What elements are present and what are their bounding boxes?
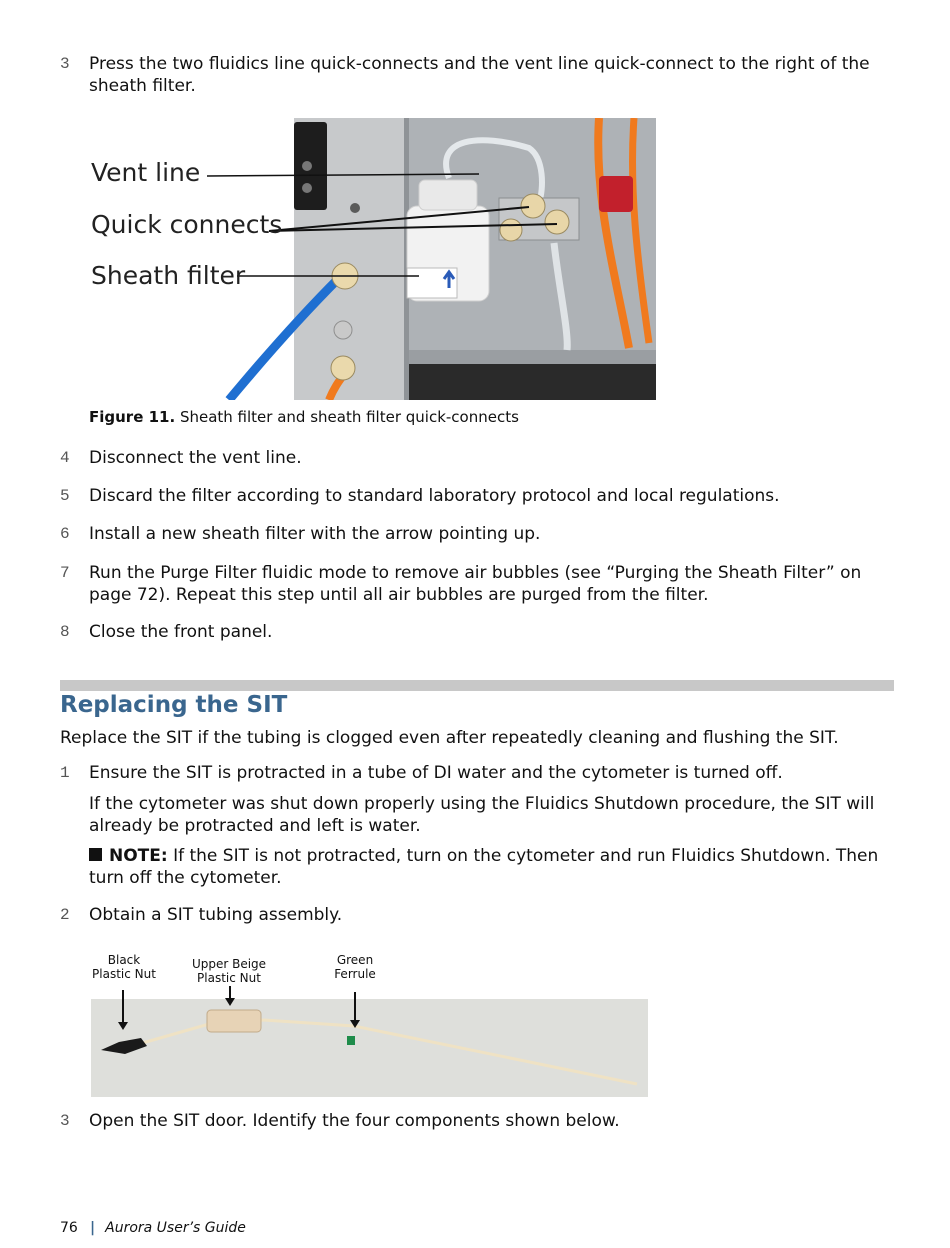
step-4-disconnect-vent bbox=[60, 447, 880, 469]
figure-11-caption bbox=[89, 407, 519, 427]
black-plastic-nut-label: Black Plastic Nut bbox=[92, 953, 156, 981]
figure-caption-text: Sheath filter and sheath filter quick-connects bbox=[179, 408, 519, 426]
step-text: Disconnect the vent line. bbox=[89, 448, 302, 468]
step-number: 2 bbox=[60, 906, 70, 924]
step-text: Install a new sheath filter with the arrow pointing up. bbox=[89, 524, 541, 544]
sit-tubing-assembly-figure bbox=[89, 950, 649, 1098]
figure-caption-label: Figure 11. bbox=[89, 408, 176, 426]
step-3-open-sit-door bbox=[60, 1110, 880, 1132]
step-1-protract-sit bbox=[60, 762, 880, 784]
step-text: Run the Purge Filter fluidic mode to remove air bubbles (see “Purging the Sheath Filter” on page 72). Repeat this step until all air bubbles are purged from the filter. bbox=[89, 563, 862, 605]
step-number: 7 bbox=[60, 564, 70, 582]
step-3-quick-connects bbox=[60, 53, 880, 97]
note-text: If the SIT is not protracted, turn on the cytometer and run Fluidics Shutdown. Then turn off the cytometer. bbox=[89, 846, 879, 888]
note-label: NOTE: bbox=[109, 846, 168, 866]
page-footer bbox=[60, 1218, 246, 1238]
step-text: Close the front panel. bbox=[89, 622, 273, 642]
step-number: 6 bbox=[60, 525, 70, 543]
upper-beige-plastic-nut-label: Upper Beige Plastic Nut bbox=[191, 957, 267, 985]
note-bullet-icon bbox=[89, 848, 102, 861]
step-7-purge-filter bbox=[60, 562, 880, 606]
sheath-filter-label: Sheath filter bbox=[91, 261, 246, 290]
sheath-filter-photo-illustration bbox=[89, 118, 656, 400]
step-text: Discard the filter according to standard laboratory protocol and local regulations. bbox=[89, 486, 780, 506]
quick-connects-label: Quick connects bbox=[91, 210, 283, 239]
step-text: Open the SIT door. Identify the four components shown below. bbox=[89, 1111, 620, 1131]
step-number: 3 bbox=[60, 1112, 70, 1130]
page-number: 76 bbox=[60, 1220, 78, 1236]
section-intro: Replace the SIT if the tubing is clogged even after repeatedly cleaning and flushing the SIT. bbox=[60, 728, 839, 748]
step-5-discard-filter bbox=[60, 485, 880, 507]
vent-line-label: Vent line bbox=[91, 158, 201, 187]
section-title: Replacing the SIT bbox=[60, 692, 288, 718]
step-2-obtain-assembly bbox=[60, 904, 880, 926]
step-6-install-filter bbox=[60, 523, 880, 545]
step-number: 3 bbox=[60, 55, 70, 73]
note bbox=[89, 845, 884, 889]
figure-11-sheath-filter-photo bbox=[89, 118, 656, 400]
step-number: 5 bbox=[60, 487, 70, 505]
step-number: 4 bbox=[60, 449, 70, 467]
footer-separator: | bbox=[90, 1220, 96, 1236]
step-number: 8 bbox=[60, 623, 70, 641]
step-8-close-panel bbox=[60, 621, 880, 643]
green-ferrule-label: Green Ferrule bbox=[334, 953, 376, 981]
step-number: 1 bbox=[60, 764, 70, 782]
step-text: Obtain a SIT tubing assembly. bbox=[89, 905, 343, 925]
step-1-followup: If the cytometer was shut down properly using the Fluidics Shutdown procedure, the SIT will already be protracted and left is water. bbox=[89, 794, 875, 836]
guide-title: Aurora User’s Guide bbox=[105, 1220, 246, 1236]
step-text: Ensure the SIT is protracted in a tube of DI water and the cytometer is turned off. bbox=[89, 763, 783, 783]
step-text: Press the two fluidics line quick-connects and the vent line quick-connect to the right of the sheath filter. bbox=[89, 54, 870, 96]
